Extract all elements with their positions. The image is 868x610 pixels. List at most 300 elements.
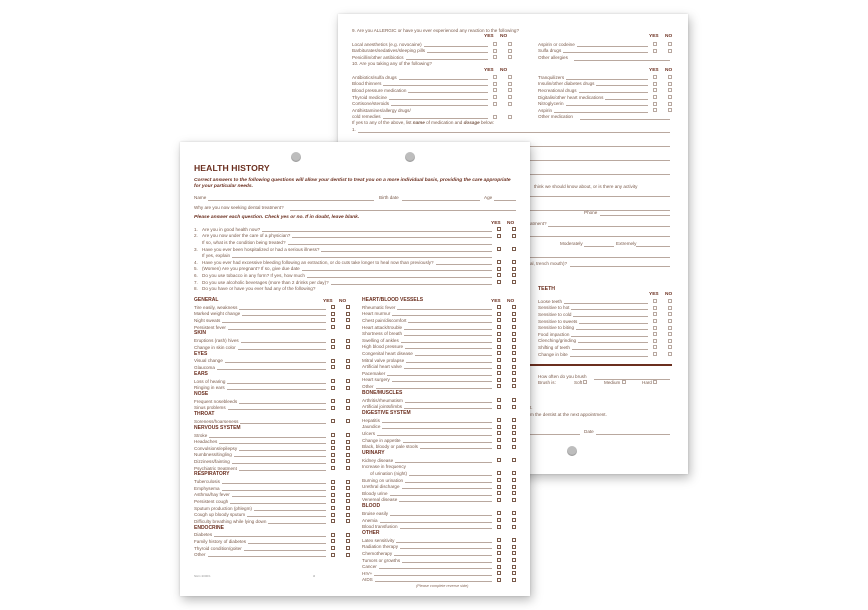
- no-checkbox[interactable]: [346, 480, 350, 484]
- no-checkbox[interactable]: [512, 511, 516, 515]
- no-checkbox[interactable]: [512, 525, 516, 529]
- yes-checkbox[interactable]: [653, 75, 657, 79]
- yes-checkbox[interactable]: [331, 440, 335, 444]
- yes-checkbox[interactable]: [653, 339, 657, 343]
- row-label: Mitral valve prolapse: [362, 357, 405, 363]
- yes-checkbox[interactable]: [497, 418, 501, 422]
- yes-checkbox[interactable]: [497, 351, 501, 355]
- answer-line[interactable]: [262, 227, 492, 232]
- leader-line: [404, 364, 492, 369]
- yes-checkbox[interactable]: [331, 493, 335, 497]
- leader-line: [383, 81, 488, 86]
- yes-checkbox[interactable]: [497, 571, 501, 575]
- condition-row: [362, 311, 516, 318]
- leader-line: [268, 519, 326, 524]
- yes-checkbox[interactable]: [331, 339, 335, 343]
- no-checkbox[interactable]: [512, 458, 516, 462]
- leader-line: [563, 48, 648, 53]
- yes-checkbox[interactable]: [653, 319, 657, 323]
- no-checkbox[interactable]: [512, 351, 516, 355]
- yes-checkbox[interactable]: [497, 538, 501, 542]
- brush-soft-option[interactable]: Soft: [574, 380, 587, 385]
- section-title: BONE/MUSCLES: [362, 389, 403, 396]
- medium-checkbox[interactable]: [622, 380, 626, 384]
- yes-checkbox[interactable]: [653, 306, 657, 310]
- leader-line: [227, 385, 326, 390]
- yes-checkbox[interactable]: [497, 431, 501, 435]
- yes-checkbox[interactable]: [497, 305, 501, 309]
- medication-row: [538, 94, 672, 101]
- answer-line[interactable]: [307, 273, 492, 278]
- yes-checkbox[interactable]: [497, 511, 501, 515]
- no-checkbox[interactable]: [512, 371, 516, 375]
- yes-checkbox[interactable]: [331, 365, 335, 369]
- other-allergies-input[interactable]: [574, 60, 670, 61]
- condition-row: [194, 532, 350, 539]
- no-checkbox[interactable]: [346, 466, 350, 470]
- activity-line-2[interactable]: [530, 210, 670, 211]
- no-checkbox[interactable]: [512, 247, 516, 251]
- yes-checkbox[interactable]: [493, 55, 497, 59]
- yes-checkbox[interactable]: [331, 506, 335, 510]
- condition-row: [362, 324, 516, 331]
- no-checkbox[interactable]: [346, 546, 350, 550]
- no-checkbox[interactable]: [346, 440, 350, 444]
- yes-checkbox[interactable]: [493, 115, 497, 119]
- leader-line: [242, 311, 326, 316]
- yes-no-checkboxes: [328, 493, 350, 497]
- yes-checkbox[interactable]: [653, 312, 657, 316]
- condition-row: [362, 544, 516, 551]
- yes-no-checkboxes: [328, 519, 350, 523]
- line-blank[interactable]: [530, 236, 670, 237]
- yes-checkbox[interactable]: [497, 384, 501, 388]
- yes-checkbox[interactable]: [331, 305, 335, 309]
- no-checkbox[interactable]: [512, 398, 516, 402]
- medication-line-1[interactable]: [358, 132, 670, 133]
- row-label: Artificial joints/limbs: [362, 404, 403, 410]
- no-checkbox[interactable]: [512, 431, 516, 435]
- extremely-input[interactable]: [636, 246, 670, 247]
- yes-checkbox[interactable]: [497, 332, 501, 336]
- no-checkbox[interactable]: [508, 49, 512, 53]
- yes-checkbox[interactable]: [331, 553, 335, 557]
- yes-checkbox[interactable]: [497, 545, 501, 549]
- row-label: Heart murmur: [362, 311, 391, 317]
- yes-checkbox[interactable]: [653, 102, 657, 106]
- signature-input[interactable]: [530, 434, 580, 435]
- no-checkbox[interactable]: [512, 498, 516, 502]
- no-checkbox[interactable]: [346, 459, 350, 463]
- no-checkbox[interactable]: [512, 267, 516, 271]
- line-blank-2[interactable]: [530, 257, 670, 258]
- no-checkbox[interactable]: [346, 453, 350, 457]
- yes-checkbox[interactable]: [331, 406, 335, 410]
- yes-checkbox[interactable]: [497, 491, 501, 495]
- no-checkbox[interactable]: [512, 438, 516, 442]
- no-checkbox[interactable]: [668, 108, 672, 112]
- row-label: Cortisone/steroids: [352, 101, 390, 107]
- yes-checkbox[interactable]: [493, 88, 497, 92]
- hard-checkbox[interactable]: [653, 380, 657, 384]
- reason-input[interactable]: [290, 210, 516, 211]
- answer-line[interactable]: [321, 247, 492, 252]
- yes-checkbox[interactable]: [497, 525, 501, 529]
- no-checkbox[interactable]: [346, 312, 350, 316]
- no-checkbox[interactable]: [512, 445, 516, 449]
- no-checkbox[interactable]: [512, 565, 516, 569]
- no-header: NO: [500, 68, 508, 73]
- yes-checkbox[interactable]: [497, 398, 501, 402]
- leader-line: [374, 571, 492, 576]
- brush-medium-option[interactable]: Medium: [604, 380, 626, 385]
- teeth-row: [538, 324, 672, 331]
- row-label: Family history of diabetes: [194, 538, 247, 544]
- yes-checkbox[interactable]: [493, 42, 497, 46]
- yes-checkbox[interactable]: [331, 499, 335, 503]
- no-checkbox[interactable]: [668, 75, 672, 79]
- no-checkbox[interactable]: [668, 88, 672, 92]
- yes-checkbox[interactable]: [331, 433, 335, 437]
- no-checkbox[interactable]: [346, 419, 350, 423]
- no-checkbox[interactable]: [508, 95, 512, 99]
- no-checkbox[interactable]: [512, 384, 516, 388]
- no-checkbox[interactable]: [512, 227, 516, 231]
- teeth-row: [538, 318, 672, 325]
- yes-checkbox[interactable]: [653, 95, 657, 99]
- no-checkbox[interactable]: [346, 318, 350, 322]
- no-checkbox[interactable]: [512, 332, 516, 336]
- no-checkbox[interactable]: [512, 305, 516, 309]
- section-title: GENERAL: [194, 297, 219, 303]
- yes-checkbox[interactable]: [497, 518, 501, 522]
- no-checkbox[interactable]: [512, 558, 516, 562]
- section-title: URINARY: [362, 450, 385, 456]
- yes-checkbox[interactable]: [497, 358, 501, 362]
- no-checkbox[interactable]: [668, 42, 672, 46]
- leader-line: [387, 371, 492, 376]
- yes-checkbox[interactable]: [497, 445, 501, 449]
- teeth-row: [538, 338, 672, 345]
- row-label: Venereal disease: [362, 497, 398, 503]
- row-label: Diabetes: [194, 532, 213, 538]
- no-checkbox[interactable]: [512, 318, 516, 322]
- no-checkbox[interactable]: [512, 571, 516, 575]
- no-checkbox[interactable]: [512, 491, 516, 495]
- yes-checkbox[interactable]: [497, 280, 501, 284]
- yes-checkbox[interactable]: [331, 446, 335, 450]
- yes-checkbox[interactable]: [653, 326, 657, 330]
- no-checkbox[interactable]: [508, 82, 512, 86]
- no-checkbox[interactable]: [512, 578, 516, 582]
- no-checkbox[interactable]: [346, 399, 350, 403]
- condition-row: [194, 545, 350, 552]
- yes-checkbox[interactable]: [653, 82, 657, 86]
- no-checkbox[interactable]: [346, 433, 350, 437]
- no-checkbox[interactable]: [512, 538, 516, 542]
- yes-checkbox[interactable]: [497, 318, 501, 322]
- yes-checkbox[interactable]: [653, 299, 657, 303]
- no-checkbox[interactable]: [512, 345, 516, 349]
- no-checkbox[interactable]: [346, 539, 350, 543]
- condition-row: [194, 498, 350, 505]
- yes-no-checkboxes: [328, 399, 350, 403]
- yes-checkbox[interactable]: [331, 379, 335, 383]
- yes-checkbox[interactable]: [497, 371, 501, 375]
- condition-row: [194, 492, 350, 499]
- no-checkbox[interactable]: [512, 478, 516, 482]
- no-checkbox[interactable]: [346, 365, 350, 369]
- yes-no-checkboxes: [650, 75, 672, 79]
- medication-line-2[interactable]: [530, 146, 670, 147]
- no-checkbox[interactable]: [346, 305, 350, 309]
- treatment-input[interactable]: [548, 226, 670, 227]
- yes-checkbox[interactable]: [331, 513, 335, 517]
- no-checkbox[interactable]: [346, 493, 350, 497]
- yes-no-checkboxes: [494, 247, 516, 251]
- no-checkbox[interactable]: [346, 339, 350, 343]
- row-label: Thyroid condition/goiter: [194, 545, 242, 551]
- yes-checkbox[interactable]: [497, 378, 501, 382]
- no-checkbox[interactable]: [346, 506, 350, 510]
- no-checkbox[interactable]: [508, 115, 512, 119]
- no-checkbox[interactable]: [508, 88, 512, 92]
- question-text: (Women) Are you pregnant? If so, give due date: [202, 266, 300, 272]
- leader-line: [232, 459, 326, 464]
- medication-line-3[interactable]: [530, 160, 670, 161]
- yes-checkbox[interactable]: [331, 466, 335, 470]
- row-label: Cancer: [362, 564, 377, 570]
- no-checkbox[interactable]: [512, 378, 516, 382]
- no-checkbox[interactable]: [346, 386, 350, 390]
- yes-checkbox[interactable]: [497, 425, 501, 429]
- yes-checkbox[interactable]: [331, 419, 335, 423]
- no-checkbox[interactable]: [512, 551, 516, 555]
- row-label: Loss of hearing: [194, 378, 226, 384]
- no-checkbox[interactable]: [512, 471, 516, 475]
- yes-checkbox[interactable]: [653, 352, 657, 356]
- moderately-input[interactable]: [584, 246, 614, 247]
- phone-input[interactable]: [600, 215, 670, 216]
- yes-checkbox[interactable]: [497, 312, 501, 316]
- no-checkbox[interactable]: [668, 352, 672, 356]
- no-checkbox[interactable]: [668, 102, 672, 106]
- no-checkbox[interactable]: [512, 273, 516, 277]
- yes-checkbox[interactable]: [497, 325, 501, 329]
- condition-row: [194, 364, 350, 371]
- no-checkbox[interactable]: [508, 102, 512, 106]
- yes-checkbox[interactable]: [497, 260, 501, 264]
- answer-line[interactable]: [331, 280, 492, 285]
- yes-no-checkboxes: [328, 466, 350, 470]
- yes-checkbox[interactable]: [497, 578, 501, 582]
- yes-checkbox[interactable]: [331, 318, 335, 322]
- yes-no-checkboxes: [650, 326, 672, 330]
- yes-checkbox[interactable]: [497, 247, 501, 251]
- yes-checkbox[interactable]: [497, 471, 501, 475]
- no-checkbox[interactable]: [346, 499, 350, 503]
- yes-checkbox[interactable]: [653, 49, 657, 53]
- yes-checkbox[interactable]: [497, 438, 501, 442]
- no-checkbox[interactable]: [668, 306, 672, 310]
- yes-checkbox[interactable]: [497, 227, 501, 231]
- yes-no-checkboxes: [328, 480, 350, 484]
- answer-line[interactable]: [436, 260, 492, 265]
- no-header: NO: [665, 68, 673, 73]
- yes-checkbox[interactable]: [331, 459, 335, 463]
- date-input[interactable]: [596, 434, 670, 435]
- age-input[interactable]: [494, 200, 516, 201]
- leader-line: [405, 478, 492, 483]
- yes-checkbox[interactable]: [331, 359, 335, 363]
- no-checkbox[interactable]: [346, 325, 350, 329]
- no-checkbox[interactable]: [512, 338, 516, 342]
- no-checkbox[interactable]: [346, 406, 350, 410]
- no-checkbox[interactable]: [346, 345, 350, 349]
- answer-line[interactable]: [232, 253, 492, 258]
- no-checkbox[interactable]: [512, 312, 516, 316]
- no-checkbox[interactable]: [512, 418, 516, 422]
- no-checkbox[interactable]: [346, 553, 350, 557]
- yes-no-checkboxes: [494, 478, 516, 482]
- yes-checkbox[interactable]: [331, 386, 335, 390]
- mouth-input[interactable]: [570, 266, 670, 267]
- yes-checkbox[interactable]: [331, 480, 335, 484]
- yes-checkbox[interactable]: [497, 234, 501, 238]
- yes-checkbox[interactable]: [497, 267, 501, 271]
- section-title: HEART/BLOOD VESSELS: [362, 297, 424, 303]
- no-checkbox[interactable]: [346, 379, 350, 383]
- yes-checkbox[interactable]: [331, 325, 335, 329]
- yes-checkbox[interactable]: [653, 345, 657, 349]
- yes-checkbox[interactable]: [497, 338, 501, 342]
- medication-row: [352, 100, 512, 107]
- no-checkbox[interactable]: [346, 513, 350, 517]
- condition-row: [194, 432, 350, 439]
- yes-no-checkboxes: [494, 558, 516, 562]
- name-input[interactable]: [208, 200, 374, 201]
- row-label: Emphysema: [194, 485, 220, 491]
- no-checkbox[interactable]: [346, 533, 350, 537]
- yes-checkbox[interactable]: [497, 485, 501, 489]
- no-checkbox[interactable]: [346, 359, 350, 363]
- yes-checkbox[interactable]: [331, 519, 335, 523]
- no-checkbox[interactable]: [668, 319, 672, 323]
- no-checkbox[interactable]: [512, 405, 516, 409]
- no-checkbox[interactable]: [512, 234, 516, 238]
- leader-line: [382, 424, 492, 429]
- yes-checkbox[interactable]: [497, 405, 501, 409]
- yes-checkbox[interactable]: [497, 558, 501, 562]
- yes-checkbox[interactable]: [493, 82, 497, 86]
- no-checkbox[interactable]: [512, 358, 516, 362]
- answer-line[interactable]: [288, 240, 492, 245]
- no-checkbox[interactable]: [668, 49, 672, 53]
- yes-checkbox[interactable]: [497, 551, 501, 555]
- no-checkbox[interactable]: [668, 312, 672, 316]
- yes-checkbox[interactable]: [497, 365, 501, 369]
- yes-checkbox[interactable]: [493, 49, 497, 53]
- yes-checkbox[interactable]: [653, 108, 657, 112]
- medication-row: [538, 100, 672, 107]
- no-checkbox[interactable]: [668, 345, 672, 349]
- leader-line: [406, 358, 492, 363]
- yes-checkbox[interactable]: [331, 345, 335, 349]
- no-checkbox[interactable]: [668, 339, 672, 343]
- yes-checkbox[interactable]: [497, 345, 501, 349]
- no-checkbox[interactable]: [508, 42, 512, 46]
- yes-checkbox[interactable]: [497, 498, 501, 502]
- medication-line-4[interactable]: [530, 174, 670, 175]
- no-checkbox[interactable]: [508, 75, 512, 79]
- condition-row: [194, 317, 350, 324]
- no-checkbox[interactable]: [668, 82, 672, 86]
- yes-checkbox[interactable]: [653, 88, 657, 92]
- yes-checkbox[interactable]: [497, 273, 501, 277]
- yes-checkbox[interactable]: [493, 95, 497, 99]
- no-checkbox[interactable]: [512, 280, 516, 284]
- yes-checkbox[interactable]: [497, 458, 501, 462]
- brush-is-label: Brush is:: [538, 380, 556, 385]
- leader-line: [397, 305, 492, 310]
- allergy-row: [352, 54, 512, 61]
- yes-checkbox[interactable]: [331, 486, 335, 490]
- no-checkbox[interactable]: [346, 446, 350, 450]
- no-checkbox[interactable]: [346, 519, 350, 523]
- yes-checkbox[interactable]: [331, 539, 335, 543]
- activity-line-1[interactable]: [530, 196, 670, 197]
- no-checkbox[interactable]: [668, 332, 672, 336]
- brush-hard-option[interactable]: Hard: [642, 380, 657, 385]
- soft-checkbox[interactable]: [583, 380, 587, 384]
- yes-checkbox[interactable]: [331, 312, 335, 316]
- no-checkbox[interactable]: [512, 325, 516, 329]
- no-checkbox[interactable]: [512, 545, 516, 549]
- no-checkbox[interactable]: [512, 518, 516, 522]
- yes-checkbox[interactable]: [653, 332, 657, 336]
- yes-checkbox[interactable]: [331, 453, 335, 457]
- yes-no-checkboxes: [494, 318, 516, 322]
- no-checkbox[interactable]: [512, 365, 516, 369]
- question-number: 2.: [194, 233, 198, 239]
- no-checkbox[interactable]: [346, 486, 350, 490]
- leader-line: [409, 471, 492, 476]
- no-checkbox[interactable]: [512, 260, 516, 264]
- yes-checkbox[interactable]: [331, 546, 335, 550]
- leader-line: [578, 338, 648, 343]
- no-checkbox[interactable]: [668, 326, 672, 330]
- yes-checkbox[interactable]: [497, 478, 501, 482]
- yes-checkbox[interactable]: [493, 75, 497, 79]
- condition-row: [362, 344, 516, 351]
- no-checkbox[interactable]: [508, 55, 512, 59]
- row-label: Latex sensitivity: [362, 537, 395, 543]
- yes-checkbox[interactable]: [653, 42, 657, 46]
- yes-no-checkboxes: [490, 49, 512, 53]
- yes-checkbox[interactable]: [331, 533, 335, 537]
- yes-checkbox[interactable]: [331, 399, 335, 403]
- no-checkbox[interactable]: [512, 485, 516, 489]
- answer-line[interactable]: [302, 266, 492, 271]
- no-checkbox[interactable]: [668, 95, 672, 99]
- yes-checkbox[interactable]: [497, 565, 501, 569]
- answer-line[interactable]: [292, 233, 492, 238]
- no-checkbox[interactable]: [668, 299, 672, 303]
- yes-checkbox[interactable]: [493, 102, 497, 106]
- birth-date-input[interactable]: [402, 200, 480, 201]
- no-checkbox[interactable]: [512, 425, 516, 429]
- other-medication-input[interactable]: [580, 119, 670, 120]
